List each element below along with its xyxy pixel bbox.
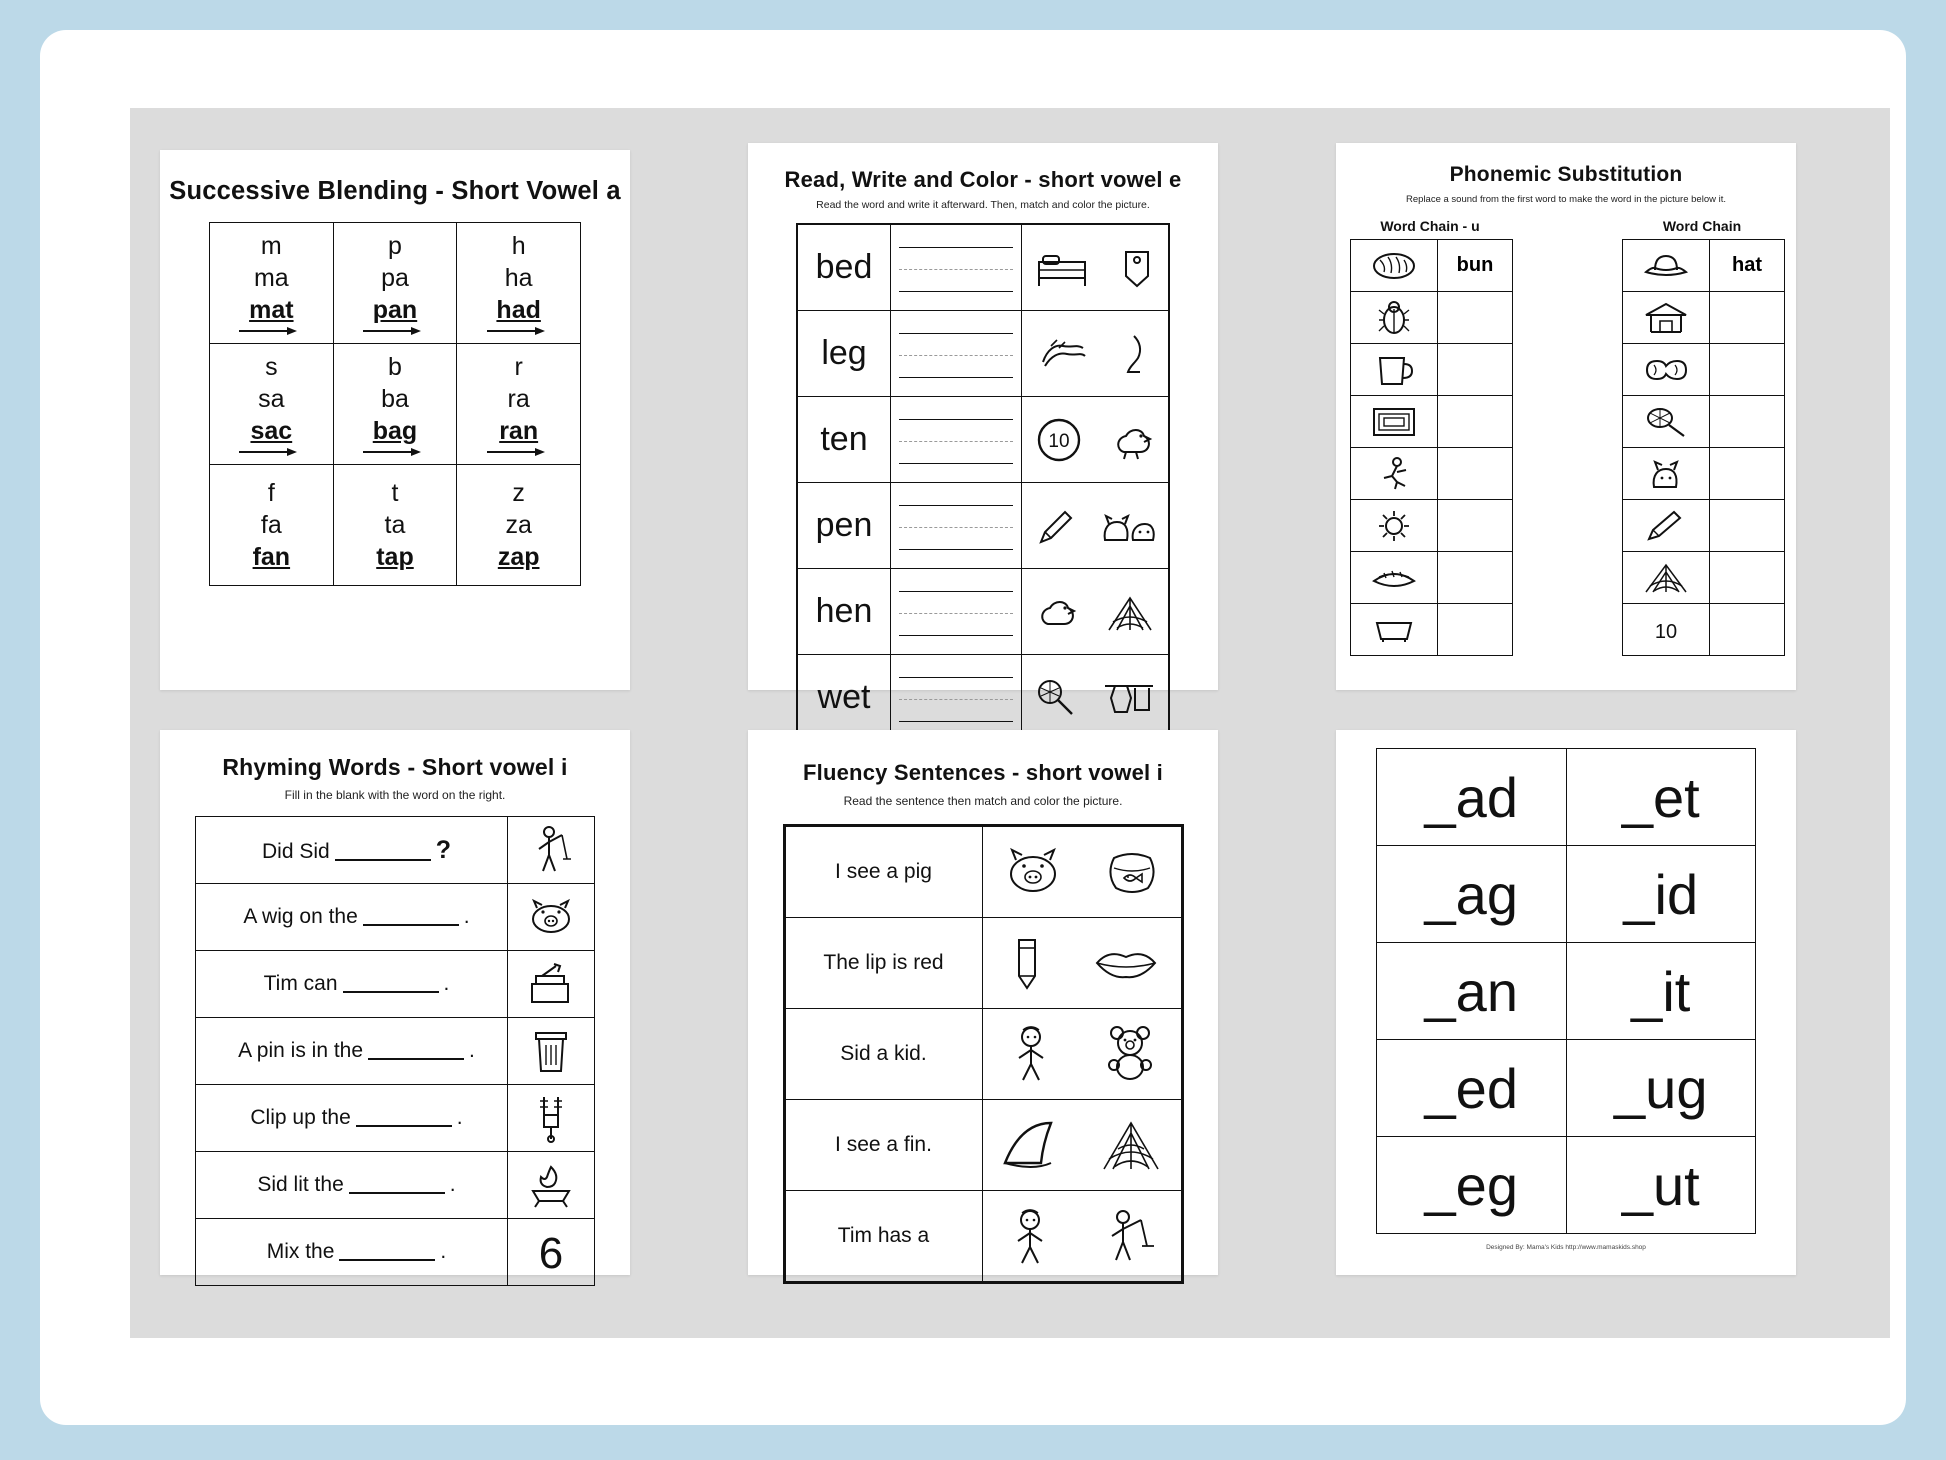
web-icon <box>1098 1119 1164 1171</box>
table-row <box>1377 749 1756 846</box>
hen-icon <box>1034 590 1080 634</box>
answer-blank[interactable] <box>349 1192 445 1194</box>
table-row <box>784 1009 1182 1100</box>
kid-icon <box>1006 1207 1054 1265</box>
blend-step-2: sa <box>258 385 285 413</box>
sentence-after: . <box>456 1106 463 1129</box>
pencil-icon <box>1005 934 1049 992</box>
page-subtitle: Read the sentence then match and color the picture. <box>843 794 1123 808</box>
arrow-icon <box>363 448 427 457</box>
blend-step-3: had <box>496 296 541 324</box>
fix-icon <box>526 962 576 1006</box>
page-title: Rhyming Words - Short vowel i <box>222 754 568 780</box>
table-row <box>196 1085 595 1152</box>
page-title: Successive Blending - Short Vowel a <box>169 177 621 205</box>
sentence-cell[interactable] <box>196 951 508 1018</box>
sentence-cell: I see a pig <box>784 826 982 918</box>
hands-icon <box>1037 332 1091 376</box>
writing-lines[interactable] <box>891 224 1022 311</box>
chain-word[interactable] <box>1710 448 1785 500</box>
picture-cell[interactable] <box>1351 344 1438 396</box>
pets-icon <box>1099 504 1157 548</box>
picture-cell[interactable] <box>1022 311 1170 397</box>
word-family-cell[interactable]: _ut <box>1566 1137 1756 1234</box>
chain-word[interactable] <box>1438 604 1513 656</box>
sentence-cell: Sid a kid. <box>784 1009 982 1100</box>
chain-word[interactable] <box>1438 448 1513 500</box>
table-row <box>797 483 1169 569</box>
sentence-after: ? <box>435 835 451 864</box>
arrow-icon <box>363 327 427 336</box>
sentence-cell: Tim has a <box>784 1191 982 1283</box>
writing-lines[interactable] <box>891 569 1022 655</box>
pig-icon <box>523 897 579 937</box>
table-row <box>1377 1040 1756 1137</box>
sentence-before: A pin is in the <box>238 1039 364 1062</box>
column-heading: Word Chain - u <box>1380 218 1480 234</box>
page-frame <box>40 30 1906 1425</box>
chain-word[interactable] <box>1438 552 1513 604</box>
picture-cell[interactable] <box>1351 604 1438 656</box>
blend-step-2: pa <box>381 264 409 292</box>
picture-cell[interactable] <box>508 1219 595 1286</box>
svg-text:10: 10 <box>1654 620 1678 643</box>
table-row <box>196 951 595 1018</box>
page-title: Phonemic Substitution <box>1449 163 1683 186</box>
word-chain-column-2 <box>1622 218 1782 656</box>
worksheet-rhyming-words[interactable] <box>160 730 630 1278</box>
table-row <box>1351 448 1513 500</box>
six-icon <box>529 1228 573 1276</box>
dig-icon <box>1101 1208 1157 1264</box>
rug-icon <box>1371 405 1417 439</box>
table-row <box>210 344 581 465</box>
worksheet-fluency-sentences[interactable] <box>748 730 1218 1275</box>
writing-lines[interactable] <box>891 655 1022 742</box>
sentence-cell[interactable] <box>196 1152 508 1219</box>
word-family-cell[interactable]: _ad <box>1377 749 1567 846</box>
picture-cell[interactable] <box>1022 483 1170 569</box>
picture-cell[interactable] <box>508 1018 595 1085</box>
blend-step-3: zap <box>497 543 540 571</box>
blend-step-3: fan <box>252 543 291 571</box>
blend-cell <box>210 465 334 586</box>
svg-text:6: 6 <box>538 1229 564 1278</box>
tub-icon <box>1373 617 1415 643</box>
fire-pit-icon <box>527 1161 575 1209</box>
worksheet-word-families[interactable] <box>1336 730 1796 1275</box>
ten-circle-icon <box>1035 416 1083 464</box>
table-row <box>1623 292 1785 344</box>
table-row <box>797 311 1169 397</box>
blend-step-1: h <box>511 232 526 260</box>
pen-icon <box>1033 504 1077 548</box>
page-subtitle: Fill in the blank with the word on the right. <box>284 788 506 802</box>
table-row <box>784 918 1182 1009</box>
sentence-cell[interactable] <box>196 1219 508 1286</box>
table-row <box>196 1219 595 1286</box>
worksheet-successive-blending[interactable] <box>160 150 630 690</box>
chain-word[interactable] <box>1710 552 1785 604</box>
picture-cell[interactable] <box>982 1191 1182 1283</box>
rhyming-grid <box>195 816 595 1286</box>
blending-grid <box>209 222 581 586</box>
table-row <box>1351 500 1513 552</box>
table-row <box>210 465 581 586</box>
sentence-cell[interactable] <box>196 1018 508 1085</box>
bug-icon <box>1377 300 1411 336</box>
answer-blank[interactable] <box>356 1125 452 1127</box>
table-row <box>1623 604 1785 656</box>
chain-word[interactable] <box>1710 292 1785 344</box>
page-title: Fluency Sentences - short vowel i <box>803 760 1163 785</box>
tag-icon <box>1116 246 1156 290</box>
arrow-icon <box>239 327 303 336</box>
pen-icon <box>1644 509 1688 543</box>
picture-cell[interactable] <box>1623 448 1710 500</box>
blend-cell <box>457 223 581 344</box>
chain-word[interactable] <box>1438 292 1513 344</box>
fishbowl-icon <box>1100 844 1164 900</box>
table-row <box>1623 396 1785 448</box>
picture-cell[interactable] <box>508 884 595 951</box>
word-chain-grid <box>1622 239 1785 656</box>
word-cell: ten <box>797 397 891 483</box>
table-row <box>784 1191 1182 1283</box>
answer-blank[interactable] <box>363 924 459 926</box>
column-heading: Word Chain <box>1662 218 1742 234</box>
lips-icon <box>1093 943 1159 983</box>
table-row <box>1351 604 1513 656</box>
hat-icon <box>1643 252 1689 280</box>
word-chain-grid <box>1350 239 1513 656</box>
hut-icon <box>1643 301 1689 335</box>
blend-step-3: mat <box>249 296 294 324</box>
word-family-cell[interactable]: _id <box>1566 846 1756 943</box>
word-cell: leg <box>797 311 891 397</box>
table-row <box>196 817 595 884</box>
blend-cell <box>333 223 457 344</box>
table-row <box>1351 552 1513 604</box>
word-cell: bed <box>797 224 891 311</box>
table-row <box>1351 396 1513 448</box>
run-icon <box>1377 456 1411 492</box>
writing-lines[interactable] <box>891 397 1022 483</box>
fluency-grid <box>783 824 1184 1284</box>
picture-cell[interactable] <box>508 951 595 1018</box>
bun-icon <box>1371 250 1417 282</box>
picture-cell[interactable] <box>1351 552 1438 604</box>
blend-step-1: s <box>265 353 278 381</box>
blend-cell <box>210 344 334 465</box>
chain-word[interactable] <box>1438 344 1513 396</box>
word-family-cell[interactable]: _ug <box>1566 1040 1756 1137</box>
picture-cell[interactable] <box>1351 500 1438 552</box>
picture-cell[interactable] <box>1623 344 1710 396</box>
picture-cell[interactable] <box>1351 240 1438 292</box>
answer-blank[interactable] <box>339 1259 435 1261</box>
blend-step-2: za <box>505 511 532 539</box>
picture-cell[interactable] <box>1022 569 1170 655</box>
table-row <box>797 655 1169 742</box>
picture-cell[interactable] <box>1623 604 1710 656</box>
table-row <box>196 1018 595 1085</box>
blend-step-1: m <box>260 232 282 260</box>
writing-lines[interactable] <box>891 311 1022 397</box>
picture-cell[interactable] <box>1022 397 1170 483</box>
sentence-after: . <box>443 972 450 995</box>
blend-step-2: ha <box>504 264 533 292</box>
sentence-after: . <box>440 1240 447 1263</box>
blend-step-2: ba <box>381 385 409 413</box>
table-row <box>797 397 1169 483</box>
blend-step-3: sac <box>250 417 293 445</box>
table-row <box>797 224 1169 311</box>
answer-blank[interactable] <box>368 1058 464 1060</box>
blend-cell <box>210 223 334 344</box>
arrow-icon <box>239 448 303 457</box>
picture-cell[interactable] <box>1623 292 1710 344</box>
table-row <box>196 884 595 951</box>
sentence-after: . <box>469 1039 475 1062</box>
picture-cell[interactable] <box>982 1009 1182 1100</box>
blend-cell <box>457 465 581 586</box>
worksheet-read-write-color[interactable] <box>748 143 1218 716</box>
svg-text:10: 10 <box>1047 430 1070 452</box>
table-row <box>1623 344 1785 396</box>
blend-step-3: tap <box>376 543 414 571</box>
blend-cell <box>333 465 457 586</box>
table-row <box>797 569 1169 655</box>
answer-blank[interactable] <box>335 859 431 861</box>
table-row <box>1623 552 1785 604</box>
word-family-cell[interactable]: _eg <box>1377 1137 1567 1234</box>
table-row <box>784 1100 1182 1191</box>
worksheet-phonemic-substitution[interactable] <box>1336 143 1796 690</box>
table-row <box>210 223 581 344</box>
read-write-grid <box>796 223 1170 742</box>
blend-step-3: bag <box>372 417 418 445</box>
sentence-cell: I see a fin. <box>784 1100 982 1191</box>
dig-icon <box>529 825 573 875</box>
page-subtitle: Replace a sound from the first word to make the word in the picture below it. <box>1406 194 1726 205</box>
chain-word[interactable] <box>1710 500 1785 552</box>
sentence-after: . <box>463 905 470 928</box>
table-row <box>1351 292 1513 344</box>
word-family-grid <box>1376 748 1756 1234</box>
blend-step-1: p <box>388 232 402 260</box>
blend-step-3: ran <box>499 417 539 445</box>
chain-word: bun <box>1438 240 1513 292</box>
pig-icon <box>999 844 1067 900</box>
sentence-before: Sid lit the <box>257 1173 344 1196</box>
table-row <box>784 826 1182 918</box>
chain-word: hat <box>1710 240 1785 292</box>
picture-cell[interactable] <box>1623 552 1710 604</box>
picture-cell[interactable] <box>982 918 1182 1009</box>
nut-icon <box>1642 357 1690 383</box>
zip-icon <box>534 1093 568 1143</box>
sentence-cell[interactable] <box>196 817 508 884</box>
word-family-cell[interactable]: _et <box>1566 749 1756 846</box>
web-icon <box>1641 562 1691 594</box>
table-row <box>1623 240 1785 292</box>
sentence-cell[interactable] <box>196 1085 508 1152</box>
sentence-before: Clip up the <box>250 1106 351 1129</box>
picture-cell[interactable] <box>1351 448 1438 500</box>
kid-icon <box>1007 1024 1055 1084</box>
blend-step-2: ra <box>507 385 530 413</box>
teddy-icon <box>1104 1025 1156 1083</box>
word-family-cell[interactable]: _it <box>1566 943 1756 1040</box>
chain-word[interactable] <box>1710 344 1785 396</box>
page-subtitle: Read the word and write it afterward. Then, match and color the picture. <box>816 199 1150 211</box>
blend-cell <box>457 344 581 465</box>
bin-icon <box>531 1027 571 1075</box>
blend-step-3: pan <box>372 296 418 324</box>
hen-icon <box>1108 418 1156 462</box>
table-row <box>196 1152 595 1219</box>
chain-word[interactable] <box>1710 396 1785 448</box>
blend-step-2: fa <box>260 511 282 539</box>
arrow-icon <box>487 448 551 457</box>
blend-step-1: t <box>391 479 399 507</box>
picture-cell[interactable] <box>1623 500 1710 552</box>
chain-word[interactable] <box>1710 604 1785 656</box>
net-icon <box>1034 676 1078 720</box>
answer-blank[interactable] <box>343 991 439 993</box>
table-row <box>1623 500 1785 552</box>
ten-icon <box>1645 616 1687 644</box>
blend-step-2: ta <box>384 511 406 539</box>
blend-step-2: ma <box>253 264 289 292</box>
picture-cell[interactable] <box>1351 292 1438 344</box>
blend-step-1: r <box>514 353 523 381</box>
word-cell: wet <box>797 655 891 742</box>
picture-cell[interactable] <box>1623 396 1710 448</box>
word-cell: pen <box>797 483 891 569</box>
picture-cell[interactable] <box>1022 224 1170 311</box>
word-family-cell[interactable]: _ed <box>1377 1040 1567 1137</box>
blend-cell <box>333 344 457 465</box>
sentence-cell[interactable] <box>196 884 508 951</box>
picture-cell[interactable] <box>982 1100 1182 1191</box>
word-cell: hen <box>797 569 891 655</box>
chain-word[interactable] <box>1438 500 1513 552</box>
sentence-after: . <box>449 1173 456 1196</box>
fin-icon <box>999 1119 1065 1171</box>
web-icon <box>1103 592 1157 632</box>
picture-cell[interactable] <box>982 826 1182 918</box>
blend-step-1: b <box>388 353 402 381</box>
clothesline-icon <box>1101 676 1157 720</box>
arrow-icon <box>487 327 551 336</box>
pet-icon <box>1644 457 1688 491</box>
writing-lines[interactable] <box>891 483 1022 569</box>
table-row <box>1377 1137 1756 1234</box>
word-chain-column-u <box>1350 218 1510 656</box>
table-row <box>1351 344 1513 396</box>
table-row <box>1377 846 1756 943</box>
table-row <box>1623 448 1785 500</box>
mug-icon <box>1374 352 1414 388</box>
credit-line: Designed By: Mama's Kids http://www.mamaskids.shop <box>1486 1244 1646 1251</box>
picture-cell[interactable] <box>1022 655 1170 742</box>
sentence-before: Tim can <box>263 972 338 995</box>
picture-cell[interactable] <box>508 817 595 884</box>
leg-icon <box>1120 332 1154 376</box>
table-row <box>1377 943 1756 1040</box>
picture-cell[interactable] <box>1623 240 1710 292</box>
page-title: Read, Write and Color - short vowel e <box>784 167 1182 192</box>
picture-cell[interactable] <box>508 1085 595 1152</box>
sentence-before: A wig on the <box>243 905 358 928</box>
net-icon <box>1644 405 1688 439</box>
sub-icon <box>1370 563 1418 593</box>
chain-word[interactable] <box>1438 396 1513 448</box>
picture-cell[interactable] <box>1351 396 1438 448</box>
sentence-before: Did Sid <box>262 839 330 863</box>
blend-step-1: f <box>267 479 275 507</box>
bed-icon <box>1035 246 1091 290</box>
sentence-cell: The lip is red <box>784 918 982 1009</box>
sentence-before: Mix the <box>266 1240 335 1263</box>
blend-step-1: z <box>512 479 525 507</box>
picture-cell[interactable] <box>508 1152 595 1219</box>
word-family-cell[interactable]: _ag <box>1377 846 1567 943</box>
word-family-cell[interactable]: _an <box>1377 943 1567 1040</box>
sun-icon <box>1375 508 1413 544</box>
table-row <box>1351 240 1513 292</box>
